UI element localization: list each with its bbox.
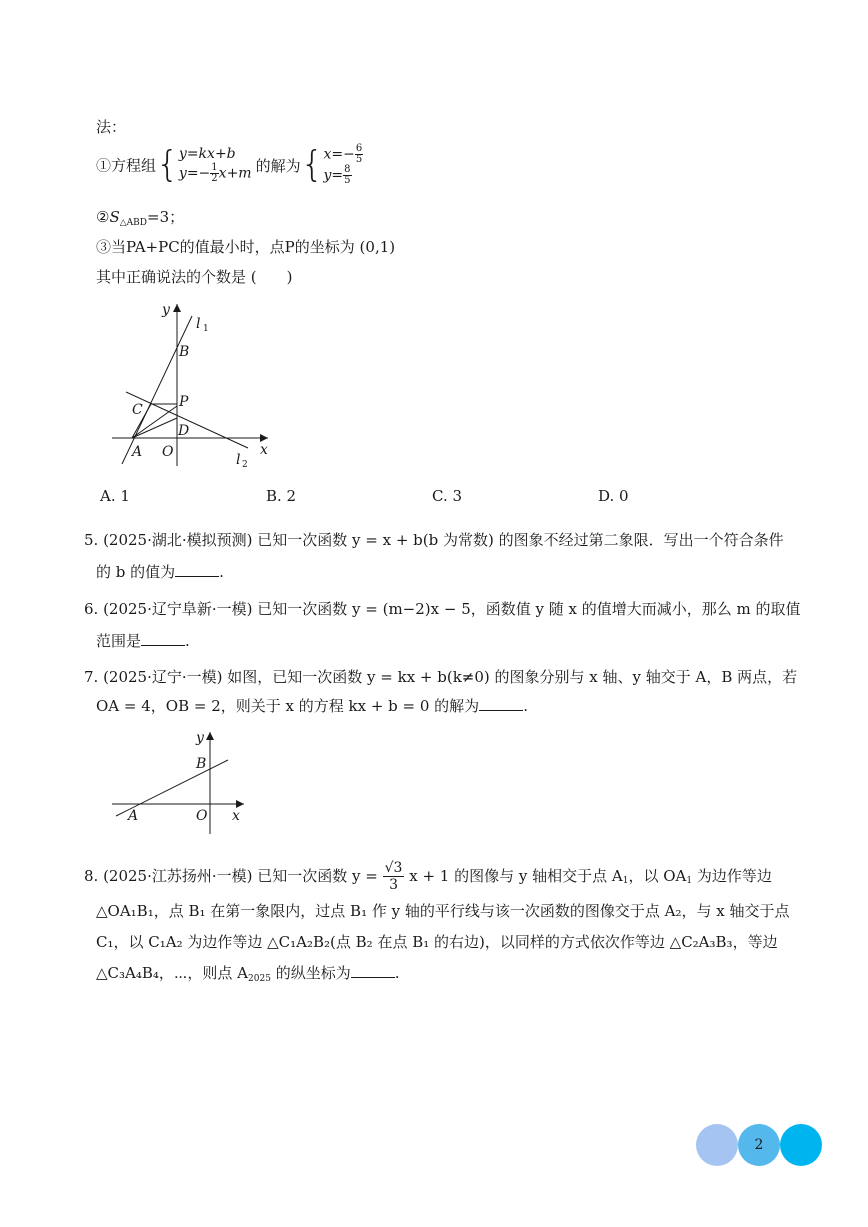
- label-x: x: [260, 442, 268, 458]
- frac-num: 1: [211, 162, 218, 173]
- label-B: B: [196, 756, 207, 772]
- q7-line2-text: OA = 4，OB = 2，则关于 x 的方程 kx + b = 0 的解为: [96, 697, 480, 715]
- page-number-badge: [738, 1124, 780, 1166]
- q8-frac-den: 3: [389, 876, 398, 893]
- q5-line2-end: .: [219, 563, 224, 581]
- label-l1-sub: 1: [203, 324, 209, 334]
- q7-line-1: 7. (2025·辽宁·一模) 如图，已知一次函数 y = kx + b(k≠0) 的图象分别与 x 轴、y 轴交于 A，B 两点，若: [84, 668, 798, 686]
- brace-1: {: [156, 144, 179, 185]
- q6-answer-blank[interactable]: [141, 631, 185, 646]
- q4-question: 其中正确说法的个数是 ( ): [96, 268, 293, 286]
- frac-den: 2: [211, 173, 218, 184]
- q8-line4-a: △C₃A₄B₄，⋯，则点 A: [96, 964, 249, 982]
- sol-row-2a: y=: [323, 167, 344, 184]
- sys-row-2b: x+m: [218, 165, 252, 182]
- q8-line1-b: x + 1 的图像与 y 轴相交于点 A: [409, 867, 623, 885]
- label-A: A: [128, 808, 139, 824]
- label-x: x: [232, 808, 240, 824]
- q7-figure: [108, 726, 258, 838]
- label-O: O: [196, 808, 208, 824]
- label-l2-sub: 2: [242, 460, 248, 470]
- sol-frac2-den: 5: [344, 175, 351, 186]
- q5-line-1: 5. (2025·湖北·模拟预测) 已知一次函数 y = x + b(b 为常数) 的图象不经过第二象限．写出一个符合条件: [84, 531, 784, 549]
- q8-line1-d: 为边作等边: [692, 867, 772, 885]
- q5-line2-text: 的 b 的值为: [96, 563, 176, 581]
- x-arrow: [260, 434, 268, 442]
- q8-line1-sub1: 1: [622, 876, 629, 886]
- q4-figure: [108, 298, 280, 474]
- footer-circle-right: [780, 1124, 822, 1166]
- sys-row-1: y=kx+b: [178, 146, 236, 162]
- q8-fraction: [383, 860, 405, 893]
- sol-frac1-den: 5: [355, 154, 363, 165]
- page-number: 2: [754, 1137, 764, 1153]
- q4-statement-2: [96, 206, 184, 234]
- label-y: y: [162, 302, 170, 318]
- q4-statement-1: [96, 144, 363, 196]
- label-l2: l: [236, 452, 241, 468]
- q4-statement-3: ③当PA+PC的值最小时，点P的坐标为 (0,1): [96, 238, 396, 256]
- q8-line1-sub2: 1: [686, 876, 693, 886]
- q6-line2-text: 范围是: [96, 632, 142, 650]
- q8-line1-a: 8. (2025·江苏扬州·一模) 已知一次函数 y =: [84, 867, 378, 885]
- stmt2-sub: △ABD: [119, 218, 147, 228]
- label-C: C: [132, 402, 143, 418]
- x-arrow: [236, 800, 244, 808]
- equation-system: [179, 146, 252, 184]
- sol-row-1a: x=−: [323, 146, 355, 163]
- q8-line-2: △OA₁B₁，点 B₁ 在第一象限内，过点 B₁ 作 y 轴的平行线与该一次函数的图像交于点 A₂，与 x 轴交于点: [96, 902, 790, 920]
- q8-line4-end: .: [394, 964, 400, 982]
- q8-line4-b: 的纵坐标为: [270, 964, 351, 982]
- line-l1: [122, 316, 192, 464]
- label-P: P: [179, 394, 189, 410]
- label-O: O: [162, 444, 174, 460]
- choice-c[interactable]: C. 3: [432, 487, 463, 505]
- brace-2: {: [300, 144, 324, 185]
- q8-line-4: [96, 962, 399, 990]
- q7-line2-end: .: [523, 697, 528, 715]
- q7-line-2: [96, 695, 528, 717]
- q5-answer-blank[interactable]: [175, 562, 219, 577]
- q5-line-2: [96, 561, 224, 583]
- q6-line-2: [96, 630, 190, 652]
- q4-intro: 法：: [96, 118, 127, 136]
- choice-b[interactable]: B. 2: [266, 487, 297, 505]
- stmt1-mid: 的解为: [255, 156, 301, 175]
- q8-line-3: C₁，以 C₁A₂ 为边作等边 △C₁A₂B₂(点 B₂ 在点 B₁ 的右边)，以同样的方式依次作等边 △C₂A₃B₃，等边: [96, 933, 778, 951]
- label-y: y: [196, 730, 204, 746]
- q8-answer-blank[interactable]: [351, 963, 395, 978]
- solution-system: [324, 144, 364, 186]
- stmt1-prefix: ①方程组: [96, 156, 157, 175]
- q7-answer-blank[interactable]: [479, 696, 523, 711]
- q8-line1-c: ，以 OA: [628, 867, 687, 885]
- stmt2-suffix: =3；: [147, 208, 185, 226]
- q8-line-1: [84, 858, 772, 892]
- q8-line4-sub: 2025: [248, 974, 271, 984]
- q6-line-1: 6. (2025·辽宁阜新·一模) 已知一次函数 y = (m−2)x − 5，函数值 y 随 x 的值增大而减小，那么 m 的取值: [84, 600, 801, 618]
- q6-line2-end: .: [185, 632, 190, 650]
- footer-circle-left: [696, 1124, 738, 1166]
- label-B: B: [179, 344, 190, 360]
- choice-d[interactable]: D. 0: [598, 487, 629, 505]
- sol-frac1-num: 6: [355, 143, 363, 154]
- choice-a[interactable]: A. 1: [100, 487, 130, 505]
- y-arrow: [173, 304, 181, 312]
- label-D: D: [178, 423, 190, 439]
- y-arrow: [206, 732, 214, 740]
- sys-row-2a: y=−: [178, 165, 211, 182]
- q8-frac-num: √3: [384, 859, 403, 876]
- stmt2-prefix: ②: [96, 208, 110, 226]
- label-A: A: [132, 444, 143, 460]
- sol-frac2-num: 8: [344, 164, 351, 175]
- stmt2-S: S: [109, 208, 120, 226]
- label-l1: l: [196, 316, 201, 332]
